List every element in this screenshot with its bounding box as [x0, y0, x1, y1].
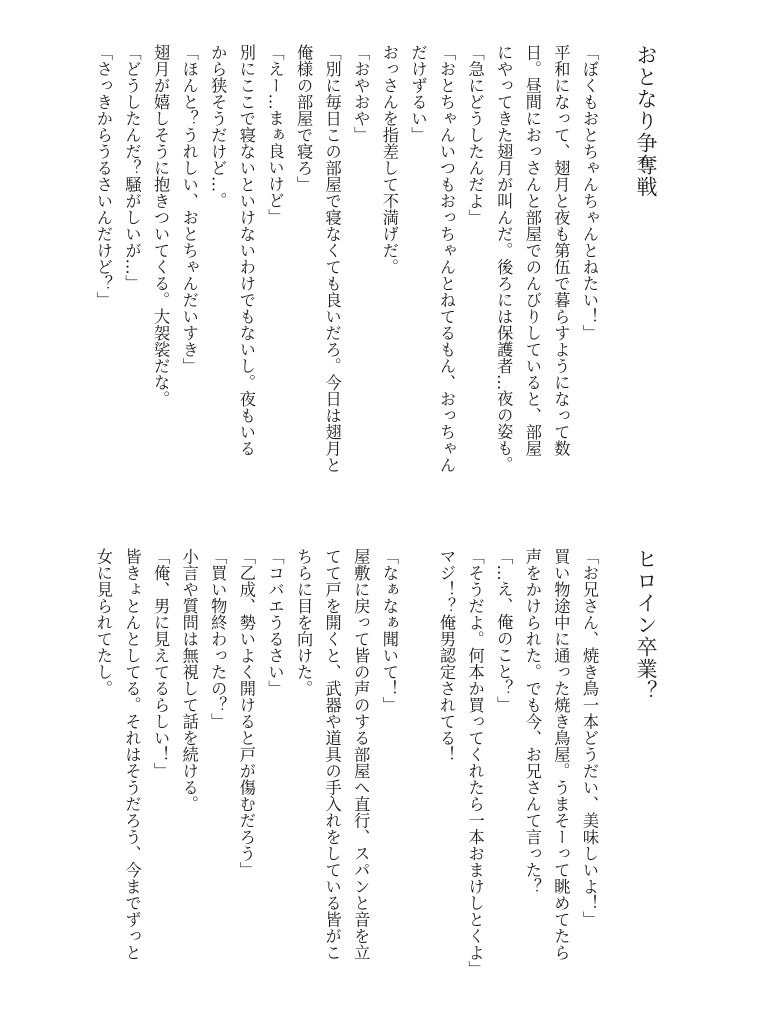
text-line: だけずるい」 — [408, 44, 428, 143]
text-line: 買い物途中に通った焼き鳥屋。うまそーって眺めてたら — [551, 548, 571, 961]
text-line: 「どうしたんだ？騒がしいが…」 — [122, 44, 142, 292]
text-line: から狭そうだけど…。 — [208, 44, 228, 209]
text-line: ちらに目を向けた。 — [294, 548, 314, 697]
text-line: てて戸を開くと、武器や道具の手入れをしている皆がこ — [322, 548, 342, 961]
text-line: 「ぼくもおとちゃんちゃんとねたい！」 — [580, 44, 599, 341]
section-title: おとなり争奪戦 — [634, 44, 658, 198]
story-section-otonari — [93, 44, 660, 484]
text-line: マジ！？俺男認定されてる！ — [437, 548, 457, 763]
text-line: 俺様の部屋で寝ろ」 — [294, 44, 314, 193]
text-line: にやってきた翅月が叫んだ。後ろには保護者…夜の姿も。 — [494, 44, 514, 473]
text-line: 女に見られてたし。 — [93, 548, 113, 697]
text-line: 「えー…まぁ良いけど」 — [265, 44, 285, 226]
text-line: 「急にどうしたんだよ」 — [465, 44, 485, 226]
text-line: 小言や質問は無視して話を続ける。 — [179, 548, 199, 812]
text-line: 「俺、男に見えてるらしい！」 — [151, 548, 171, 779]
text-line: 「買い物終わったの？」 — [208, 548, 228, 730]
blank-line — [403, 548, 432, 988]
text-line: 平和になって、翅月と夜も第伍で暮らすようになって数 — [551, 44, 571, 457]
text-line: 声をかけられた。でも今、お兄さんて言った？ — [522, 548, 542, 895]
text-line: 「お兄さん、焼き鳥一本どうだい、美味しいよ！」 — [580, 548, 599, 928]
text-line: 皆きょとんとしてる。それはそうだろう、今までずっと — [122, 548, 142, 961]
text-line: 屋敷に戻って皆の声のする部屋へ直行、スパンと音を立 — [351, 548, 371, 961]
text-line: 「ほんと？うれしい、おとちゃんだいすき」 — [179, 44, 199, 374]
text-line: 「別に毎日この部屋で寝なくても良いだろ。今日は翅月と — [322, 44, 342, 473]
section-title: ヒロイン卒業？ — [634, 548, 658, 702]
text-line: 「なぁなぁ聞いて！」 — [379, 548, 399, 713]
text-line: 別にここで寝ないといけないわけでもないし。夜もいる — [236, 44, 256, 457]
text-line: 「そうだよ。何本か買ってくれたら一本おまけしとくよ」 — [465, 548, 485, 977]
text-line: 「…え、俺のこと？」 — [494, 548, 514, 713]
text-line: 「おとちゃんいつもおっちゃんとねてるもん、おっちゃん — [437, 44, 457, 473]
text-line: 「コバエうるさい」 — [265, 548, 285, 697]
text-line: 日。昼間におっさんと部屋でのんびりしていると、部屋 — [522, 44, 542, 457]
text-line: 翅月が嬉しそうに抱きついてくる。大袈裟だな。 — [151, 44, 171, 407]
text-line: 「おやおや」 — [351, 44, 371, 143]
text-line: おっさんを指差して不満げだ。 — [379, 44, 399, 275]
text-line: 「乙成、勢いよく開けると戸が傷むだろう」 — [236, 548, 256, 878]
story-section-heroine — [93, 548, 660, 988]
text-line: 「さっきからうるさいんだけど？」 — [93, 44, 113, 308]
